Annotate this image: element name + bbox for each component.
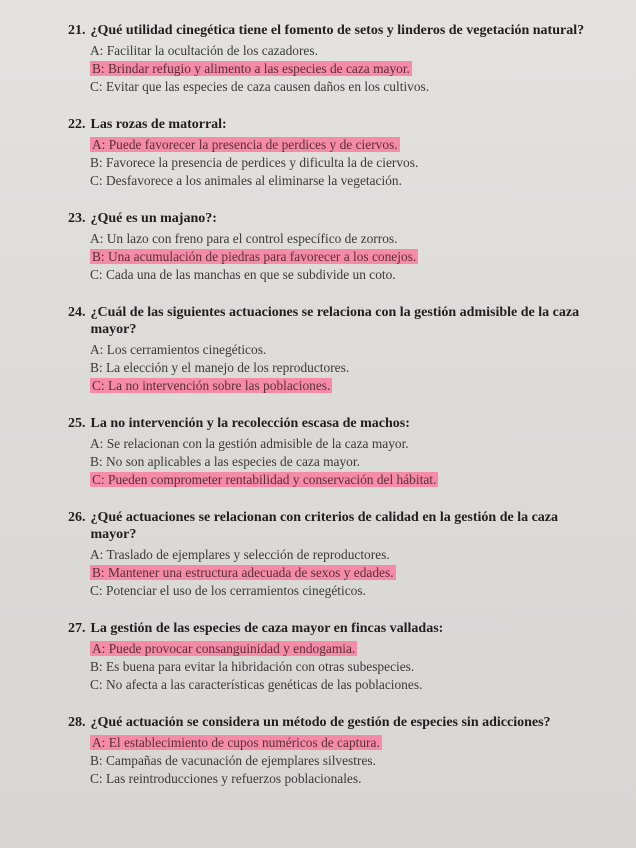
option-a — [90, 546, 596, 564]
highlighted-answer: B: Mantener una estructura adecuada de sexos y edades. — [92, 565, 394, 580]
question-27 — [68, 620, 596, 694]
question-number: 26. — [68, 510, 86, 525]
option-a — [90, 640, 596, 658]
option-c — [90, 78, 596, 96]
question-number: 22. — [68, 117, 86, 132]
option-a — [90, 341, 596, 359]
option-list — [90, 435, 596, 489]
option-text: A: Traslado de ejemplares y selección de reproductores. — [90, 547, 390, 562]
option-b — [90, 60, 596, 78]
question-21 — [68, 22, 596, 96]
option-text: C: Las reintroducciones y refuerzos poblacionales. — [90, 771, 362, 786]
option-a — [90, 230, 596, 248]
option-c — [90, 676, 596, 694]
option-text: C: Evitar que las especies de caza causen daños en los cultivos. — [90, 79, 430, 94]
option-a — [90, 42, 596, 60]
highlighted-answer: B: Una acumulación de piedras para favorecer a los conejos. — [92, 249, 417, 264]
option-text: B: No son aplicables a las especies de caza mayor. — [90, 454, 360, 469]
option-b — [90, 248, 596, 266]
option-list — [90, 734, 596, 788]
question-28 — [68, 714, 596, 788]
question-text: La gestión de las especies de caza mayor en fincas valladas: — [90, 621, 444, 636]
question-text: ¿Qué actuaciones se relacionan con criterios de calidad en la gestión de la caza mayor? — [90, 510, 559, 542]
question-text: Las rozas de matorral: — [90, 117, 227, 132]
question-text: ¿Cuál de las siguientes actuaciones se relaciona con la gestión admisible de la caza mayor? — [90, 305, 580, 337]
highlighted-answer: A: El establecimiento de cupos numéricos de captura. — [92, 735, 380, 750]
option-a — [90, 734, 596, 752]
highlighted-answer: A: Puede provocar consanguinidad y endogamia. — [92, 641, 356, 656]
question-text: ¿Qué es un majano?: — [90, 211, 217, 226]
option-text: B: Favorece la presencia de perdices y dificulta la de ciervos. — [90, 155, 419, 170]
question-25 — [68, 415, 596, 489]
question-number: 28. — [68, 715, 86, 730]
question-22 — [68, 116, 596, 190]
question-26 — [68, 509, 596, 600]
highlighted-answer: A: Puede favorecer la presencia de perdices y de ciervos. — [92, 137, 398, 152]
option-text: B: Es buena para evitar la hibridación con otras subespecies. — [90, 659, 415, 674]
option-text: C: Cada una de las manchas en que se subdivide un coto. — [90, 267, 396, 282]
option-b — [90, 564, 596, 582]
question-24 — [68, 304, 596, 395]
highlighted-answer: C: La no intervención sobre las poblaciones. — [92, 378, 331, 393]
option-b — [90, 752, 596, 770]
question-text: ¿Qué utilidad cinegética tiene el fomento de setos y linderos de vegetación natural? — [90, 23, 585, 38]
question-23 — [68, 210, 596, 284]
option-text: B: Campañas de vacunación de ejemplares silvestres. — [90, 753, 376, 768]
option-list — [90, 230, 596, 284]
option-c — [90, 582, 596, 600]
option-b — [90, 359, 596, 377]
option-list — [90, 341, 596, 395]
option-c — [90, 770, 596, 788]
option-b — [90, 658, 596, 676]
option-c — [90, 471, 596, 489]
option-text: A: Un lazo con freno para el control específico de zorros. — [90, 231, 398, 246]
option-text: A: Se relacionan con la gestión admisible de la caza mayor. — [90, 436, 409, 451]
question-number: 24. — [68, 305, 86, 320]
option-text: A: Facilitar la ocultación de los cazadores. — [90, 43, 318, 58]
question-number: 25. — [68, 416, 86, 431]
option-c — [90, 266, 596, 284]
highlighted-answer: B: Brindar refugio y alimento a las especies de caza mayor. — [92, 61, 410, 76]
question-number: 21. — [68, 23, 86, 38]
option-c — [90, 172, 596, 190]
option-text: C: Desfavorece a los animales al eliminarse la vegetación. — [90, 173, 402, 188]
option-text: C: No afecta a las características genéticas de las poblaciones. — [90, 677, 423, 692]
option-list — [90, 640, 596, 694]
option-text: B: La elección y el manejo de los reproductores. — [90, 360, 350, 375]
option-list — [90, 136, 596, 190]
option-b — [90, 154, 596, 172]
option-text: A: Los cerramientos cinegéticos. — [90, 342, 267, 357]
option-list — [90, 42, 596, 96]
option-c — [90, 377, 596, 395]
option-b — [90, 453, 596, 471]
highlighted-answer: C: Pueden comprometer rentabilidad y conservación del hábitat. — [92, 472, 437, 487]
option-a — [90, 435, 596, 453]
question-number: 23. — [68, 211, 86, 226]
option-list — [90, 546, 596, 600]
question-text: La no intervención y la recolección escasa de machos: — [90, 416, 410, 431]
question-number: 27. — [68, 621, 86, 636]
question-text: ¿Qué actuación se considera un método de gestión de especies sin adicciones? — [90, 715, 551, 730]
option-a — [90, 136, 596, 154]
option-text: C: Potenciar el uso de los cerramientos cinegéticos. — [90, 583, 366, 598]
